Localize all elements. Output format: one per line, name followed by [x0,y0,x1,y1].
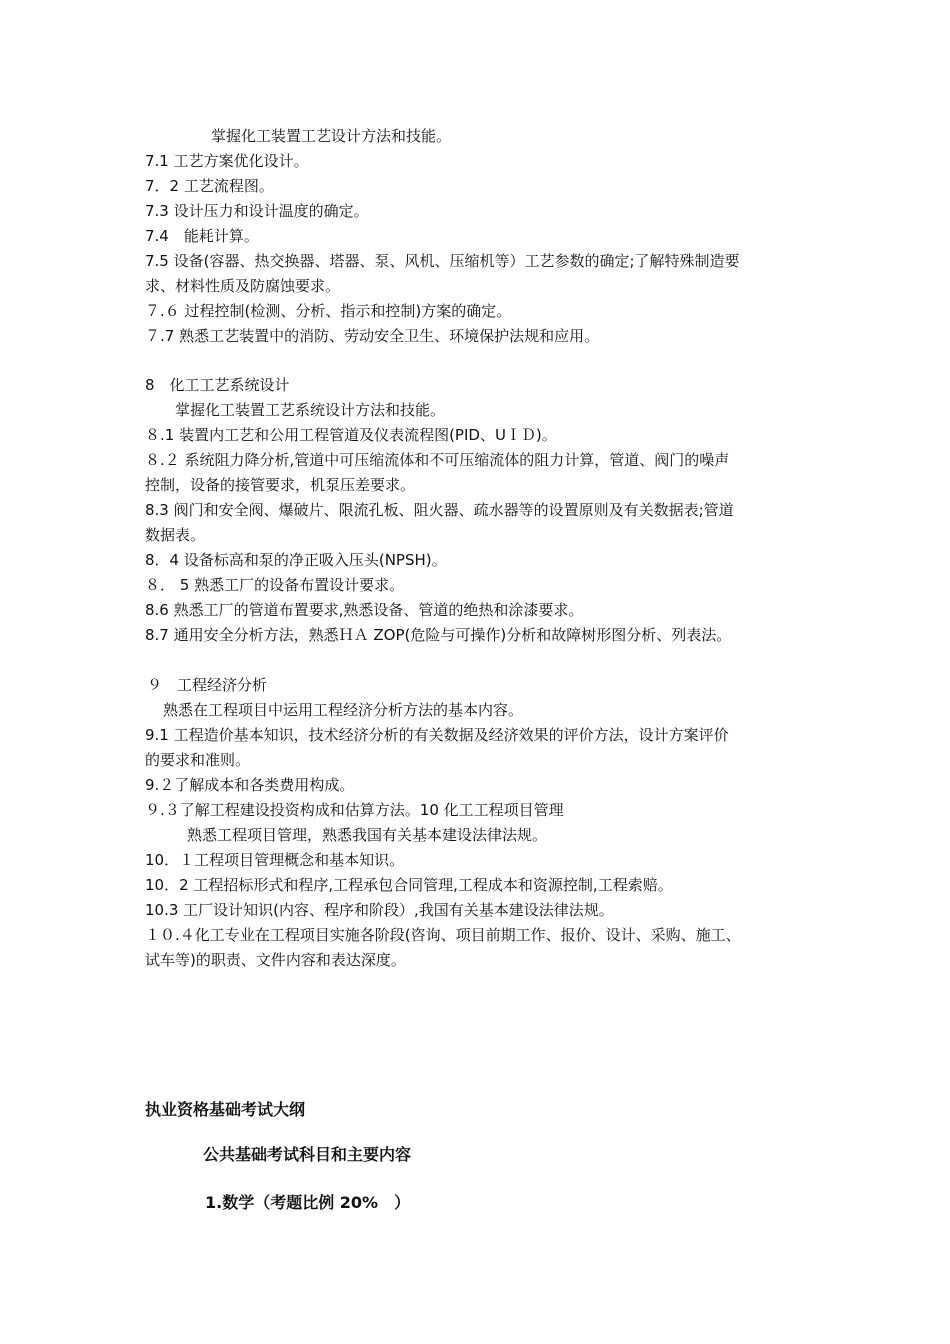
text-line: 8.7 通用安全分析方法，熟悉ＨＡ ZOP(危险与可操作)分析和故障树形图分析、列表法。 [145,626,732,644]
math-item-heading: 1.数学（考题比例 20% ） [205,1193,411,1212]
text-line: １０.４化工专业在工程项目实施各阶段(咨询、项目前期工作、报价、设计、采购、施工、 [145,926,741,944]
text-line: 掌握化工装置工艺系统设计方法和技能。 [175,401,446,419]
subject-subtitle: 公共基础考试科目和主要内容 [203,1145,412,1164]
text-line: ７.６ 过程控制(检测、分析、指示和控制)方案的确定。 [145,302,512,320]
text-line: 7.5 设备(容器、热交换器、塔器、泵、风机、压缩机等）工艺参数的确定;了解特殊制造要 [145,252,740,270]
text-line: ８.２ 系统阻力降分析,管道中可压缩流体和不可压缩流体的阻力计算，管道、阀门的噪声 [145,451,730,469]
text-line: 8.6 熟悉工厂的管道布置要求,熟悉设备、管道的绝热和涂漆要求。 [145,601,584,619]
text-line: 的要求和准则。 [145,751,251,769]
text-line: 8.3 阀门和安全阀、爆破片、限流孔板、阻火器、疏水器等的设置原则及有关数据表;管道 [145,501,734,519]
text-line: 7．2 工艺流程图。 [145,177,274,195]
text-line: 试车等)的职责、文件内容和表达深度。 [145,951,406,969]
text-line: 7.3 设计压力和设计温度的确定。 [145,202,369,220]
section-heading: 8 化工工艺系统设计 [145,376,290,394]
text-line: 10.3 工厂设计知识(内容、程序和阶段）,我国有关基本建设法律法规。 [145,901,614,919]
text-line: 10．2 工程招标形式和程序,工程承包合同管理,工程成本和资源控制,工程索赔。 [145,876,673,894]
text-line: ９.３了解工程建设投资构成和估算方法。10 化工工程项目管理 [145,801,564,819]
text-line: 掌握化工装置工艺设计方法和技能。 [211,127,452,145]
text-line: 9.２了解成本和各类费用构成。 [145,776,355,794]
text-line: 熟悉在工程项目中运用工程经济分析方法的基本内容。 [163,701,524,719]
text-line: ８.1 装置内工艺和公用工程管道及仪表流程图(PID、UＩＤ)。 [145,426,557,444]
text-line: 8．4 设备标高和泵的净正吸入压头(NPSH)。 [145,551,447,569]
section-heading: ９ 工程经济分析 [147,676,268,694]
text-line: 10．１工程项目管理概念和基本知识。 [145,851,405,869]
text-line: 熟悉工程项目管理，熟悉我国有关基本建设法律法规。 [187,826,548,844]
text-line: 7.4 能耗计算。 [145,227,259,245]
text-line: 9.1 工程造价基本知识，技术经济分析的有关数据及经济效果的评价方法，设计方案评价 [145,726,729,744]
text-line: ７.7 熟悉工艺装置中的消防、劳动安全卫生、环境保护法规和应用。 [145,327,600,345]
text-line: ８． 5 熟悉工厂的设备布置设计要求。 [145,576,405,594]
exam-outline-title: 执业资格基础考试大纲 [145,1100,306,1119]
text-line: 数据表。 [145,526,206,544]
text-line: 7.1 工艺方案优化设计。 [145,152,309,170]
text-line: 控制，设备的接管要求，机泵压差要求。 [145,476,416,494]
text-line: 求、材料性质及防腐蚀要求。 [145,277,341,295]
